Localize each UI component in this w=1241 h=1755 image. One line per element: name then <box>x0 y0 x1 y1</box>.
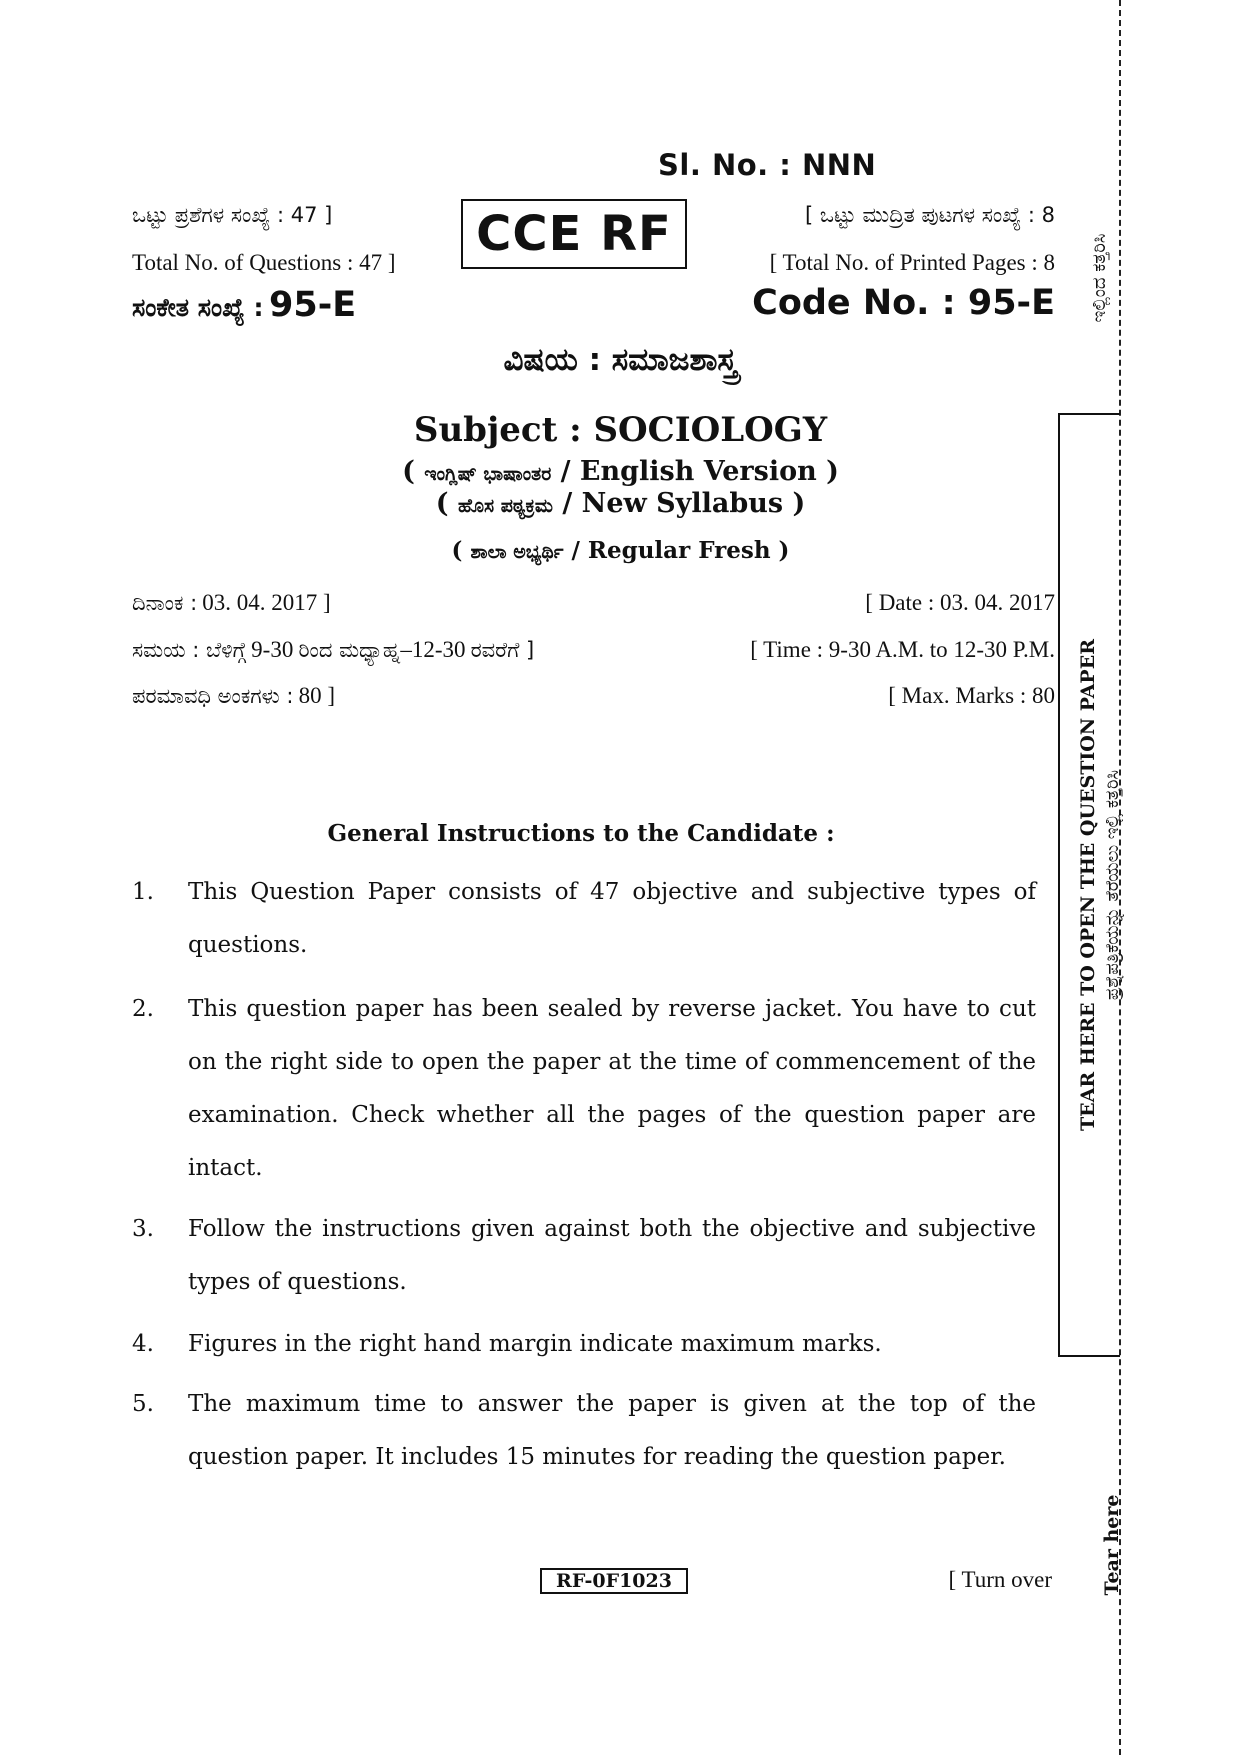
kn-date-label: ದಿನಾಂಕ : <box>132 591 198 615</box>
turn-over: [ Turn over <box>948 1567 1052 1592</box>
version-kn: ಇಂಗ್ಲಿಷ್ ಭಾಷಾಂತರ <box>424 463 552 485</box>
kn-subject-title: ವಿಷಯ : ಸಮಾಜಶಾಸ್ತ್ರ <box>503 342 738 378</box>
kn-code-label: ಸಂಕೇತ ಸಂಖ್ಯೆ : <box>132 293 264 322</box>
kn-time-mid: ರಿಂದ ಮಧ್ಯಾಹ್ನ <box>298 638 401 662</box>
syllabus-line <box>0 488 1241 519</box>
kn-time <box>132 637 534 663</box>
instruction-item <box>132 1378 1036 1484</box>
cce-rf-label: CCE RF <box>476 206 672 262</box>
instruction-number: 1. <box>132 879 154 905</box>
kn-time-start: 9-30 <box>251 637 294 662</box>
regular-en: / Regular Fresh ) <box>571 537 790 564</box>
tear-top-kn: ಇಲ್ಲಿಂದ ಕತ್ತರಿಸಿ <box>1089 233 1110 323</box>
kn-date <box>132 590 331 616</box>
syllabus-en: / New Syllabus ) <box>562 488 806 519</box>
cce-rf-badge <box>461 199 687 269</box>
candidate-type-line <box>0 537 1241 564</box>
kn-total-pages: [ ಒಟ್ಟು ಮುದ್ರಿತ ಪುಟಗಳ ಸಂಖ್ಯೆ : 8 <box>804 203 1055 227</box>
kn-date-value: 03. 04. 2017 ] <box>202 590 331 615</box>
serial-number: Sl. No. : NNN <box>658 148 877 182</box>
kn-time-end: –12-30 <box>400 637 466 662</box>
instruction-item <box>132 1203 1036 1309</box>
instruction-number: 2. <box>132 996 154 1022</box>
tear-main-en: TEAR HERE TO OPEN THE QUESTION PAPER <box>1077 639 1099 1131</box>
instruction-number: 3. <box>132 1216 154 1242</box>
instruction-item <box>132 866 1036 972</box>
en-total-pages: [ Total No. of Printed Pages : 8 <box>769 250 1055 275</box>
tear-main-kn: ಪ್ರಶ್ನೆಪತ್ರಿಕೆಯನ್ನು ತೆರೆಯಲು ಇಲ್ಲಿ ಕತ್ತರಿಸಿ <box>1102 769 1123 1001</box>
instruction-item <box>132 1318 1036 1371</box>
regular-open: ( <box>451 537 463 564</box>
syllabus-open: ( <box>435 488 449 519</box>
instruction-text: This question paper has been sealed by reverse jacket. You have to cut on the right side to open the paper at the time of commencement of the examination. Check whether all the pages of the question paper are intact. <box>188 996 1036 1181</box>
regular-kn: ಶಾಲಾ ಅಭ್ಯರ್ಥಿ <box>470 541 564 563</box>
kn-max-marks <box>132 683 335 709</box>
instruction-text: Follow the instructions given against both the objective and subjective types of questions. <box>188 1216 1036 1295</box>
version-line <box>0 456 1241 487</box>
instruction-number: 4. <box>132 1331 154 1357</box>
instruction-text: Figures in the right hand margin indicate maximum marks. <box>188 1331 882 1357</box>
version-en: / English Version ) <box>560 456 839 487</box>
kn-time-label: ಸಮಯ : ಬೆಳಿಗ್ಗೆ <box>132 638 247 662</box>
en-code-number: Code No. : 95-E <box>752 283 1055 323</box>
instruction-number: 5. <box>132 1391 154 1417</box>
instruction-item <box>132 983 1036 1195</box>
tear-here-label: Tear here <box>1101 1494 1123 1596</box>
kn-code-value: 95-E <box>269 285 357 325</box>
en-total-questions: Total No. of Questions : 47 ] <box>132 250 396 275</box>
kn-total-questions: ಒಟ್ಟು ಪ್ರಶೆಗಳ ಸಂಖ್ಯೆ : 47 ] <box>132 203 333 227</box>
instruction-text: The maximum time to answer the paper is given at the top of the question paper. It includes 15 minutes for reading the question paper. <box>188 1391 1036 1470</box>
syllabus-kn: ಹೊಸ ಪಠ್ಯಕ್ರಮ <box>457 495 553 517</box>
version-open: ( <box>402 456 415 487</box>
paper-code-box: RF-0F1023 <box>540 1568 688 1594</box>
kn-time-suffix: ರವರೆಗೆ ] <box>470 638 535 662</box>
en-date: [ Date : 03. 04. 2017 <box>865 590 1055 615</box>
instructions-heading: General Instructions to the Candidate : <box>327 820 835 847</box>
instruction-text: This Question Paper consists of 47 objective and subjective types of questions. <box>188 879 1036 958</box>
kn-marks-label: ಪರಮಾವಧಿ ಅಂಕಗಳು : <box>132 684 294 708</box>
kn-marks-value: 80 ] <box>298 683 335 708</box>
en-max-marks: [ Max. Marks : 80 <box>888 683 1055 708</box>
en-time: [ Time : 9-30 A.M. to 12-30 P.M. <box>750 637 1055 662</box>
en-subject-title: Subject : SOCIOLOGY <box>413 410 828 450</box>
kn-code-number <box>132 285 356 325</box>
